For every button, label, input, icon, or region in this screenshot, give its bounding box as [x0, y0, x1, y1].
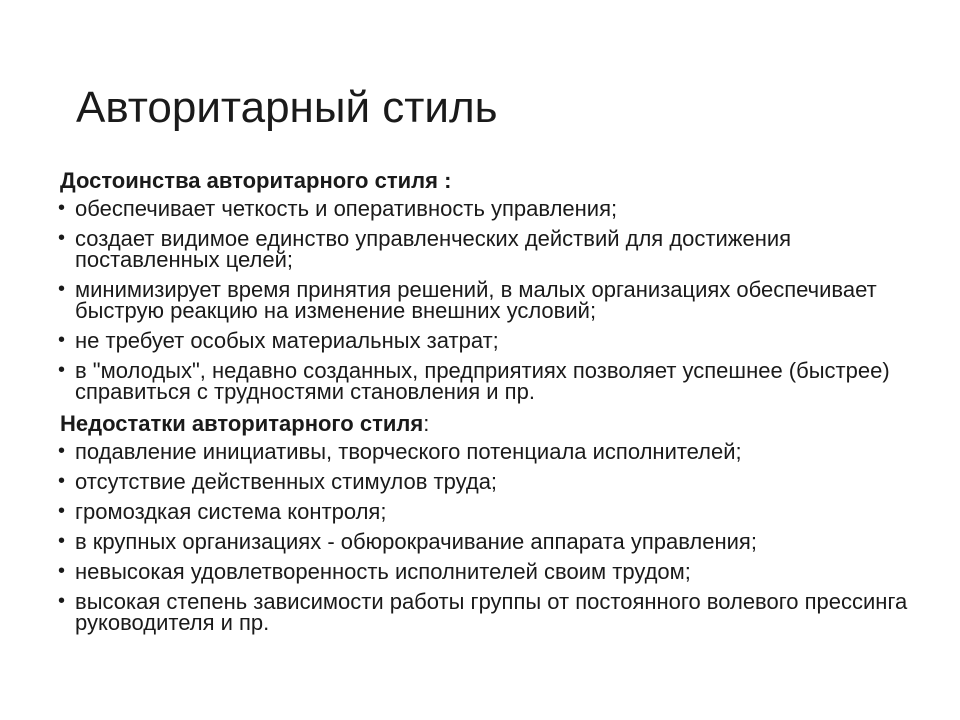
list-item [58, 330, 928, 351]
bullet-icon: • [58, 590, 66, 612]
list-item-text: не требует особых материальных затрат; [75, 328, 499, 353]
bullet-icon: • [58, 197, 66, 219]
advantages-list [58, 198, 928, 402]
list-item [58, 360, 928, 402]
disadvantages-list [58, 441, 928, 633]
disadvantages-heading-text: Недостатки авторитарного стиля [60, 411, 424, 436]
list-item [58, 441, 928, 462]
bullet-icon: • [58, 278, 66, 300]
slide-title: Авторитарный стиль [76, 83, 498, 132]
list-item [58, 561, 928, 582]
list-item-text: в "молодых", недавно созданных, предприятиях позволяет успешнее (быстрее) справиться с трудностями становления и пр. [75, 358, 890, 404]
list-item [58, 198, 928, 219]
bullet-icon: • [58, 359, 66, 381]
list-item-text: подавление инициативы, творческого потенциала исполнителей; [75, 439, 742, 464]
list-item [58, 531, 928, 552]
list-item [58, 591, 928, 633]
disadvantages-heading-colon: : [423, 411, 430, 436]
bullet-icon: • [58, 530, 66, 552]
list-item-text: обеспечивает четкость и оперативность управления; [75, 196, 618, 221]
bullet-icon: • [58, 440, 66, 462]
bullet-icon: • [58, 329, 66, 351]
advantages-section [58, 168, 928, 402]
disadvantages-heading [60, 411, 928, 437]
bullet-icon: • [58, 500, 66, 522]
list-item-text: громоздкая система контроля; [75, 499, 387, 524]
list-item-text: отсутствие действенных стимулов труда; [75, 469, 498, 494]
bullet-icon: • [58, 470, 66, 492]
list-item [58, 228, 928, 270]
bullet-icon: • [58, 227, 66, 249]
list-item-text: высокая степень зависимости работы группы от постоянного волевого прессинга руководителя и пр. [75, 589, 908, 635]
advantages-heading-text: Достоинства авторитарного стиля : [60, 168, 452, 193]
disadvantages-section [58, 411, 928, 633]
list-item [58, 279, 928, 321]
list-item-text: невысокая удовлетворенность исполнителей своим трудом; [75, 559, 691, 584]
list-item-text: создает видимое единство управленческих действий для достижения поставленных целей; [75, 226, 792, 272]
list-item-text: минимизирует время принятия решений, в малых организациях обеспечивает быструю реакцию на изменение внешних условий; [75, 277, 877, 323]
list-item-text: в крупных организациях - обюрокрачивание аппарата управления; [75, 529, 757, 554]
advantages-heading [60, 168, 928, 194]
list-item [58, 501, 928, 522]
list-item [58, 471, 928, 492]
bullet-icon: • [58, 560, 66, 582]
slide-content [58, 168, 928, 642]
